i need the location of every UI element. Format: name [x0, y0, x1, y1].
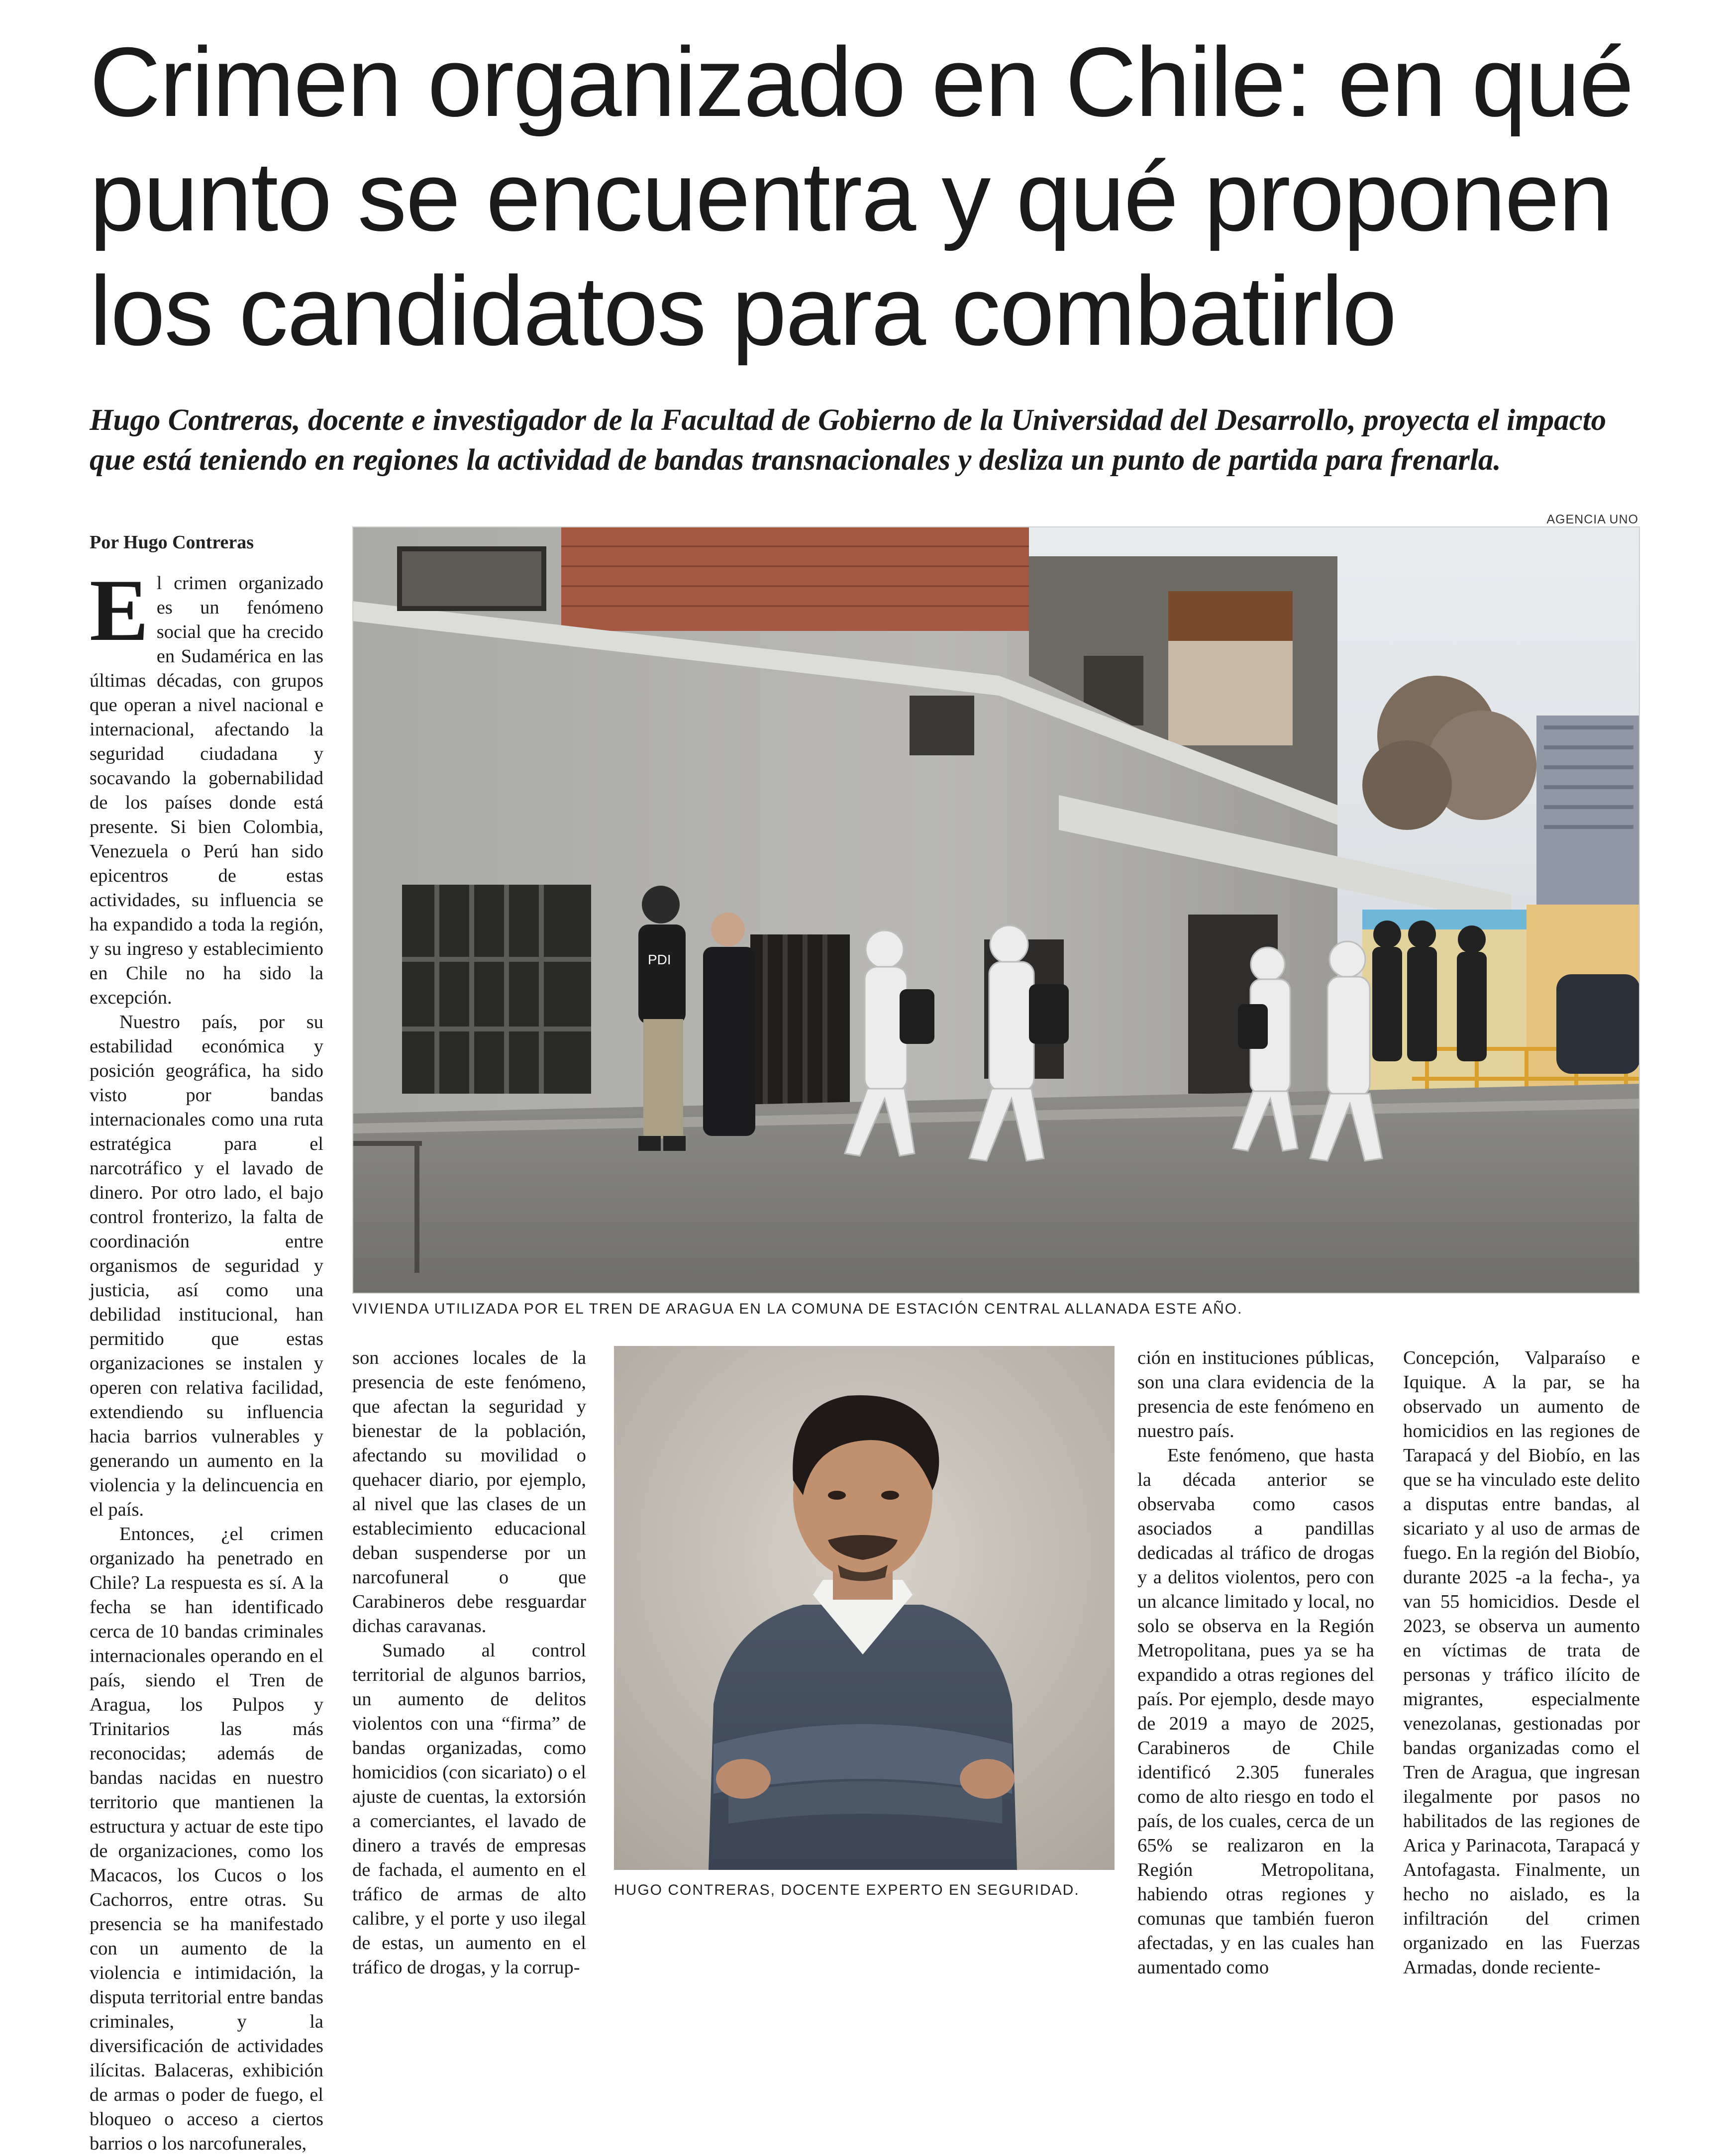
article-paragraph: Entonces, ¿el crimen organizado ha penetrado en Chile? La respuesta es sí. A la fecha se han identificado cerca de 10 bandas criminales internacionales operando en el país, siendo el Tren de Aragua, los Pulpos y Trinitarios las más reconocidas; además de bandas nacidas en nuestro territorio que mantienen la estructura y actuar de este tipo de organizaciones, como los Macacos, los Cucos o los Cachorros, entre otras. Su presencia se ha manifestado con un aumento de la violencia e intimidación, la disputa territorial entre bandas criminales, y la diversificación de actividades ilícitas. Balaceras, exhibición de armas o poder de fuego, el bloqueo o acceso a ciertos barrios o los narcofunerales, — [90, 1524, 323, 2154]
vest-badge: PDI — [648, 952, 671, 967]
lede-line-1: Hugo Contreras, docente e investigador de la Facultad de Gobierno de la Universidad del Desarrollo, proyecta el impacto — [90, 404, 1607, 437]
article-paragraph: Sumado al control territorial de algunos barrios, un aumento de delitos violentos con una “firma” de bandas organizadas, como homicidios (con sicariato) o el ajuste de cuentas, la extorsión a comerciantes, el lavado de dinero a través de empresas de fachada, el aumento en el tráfico de armas de alto calibre, y el porte y uso ilegal de estas, un aumento en el tráfico de drogas, y la corrup- — [352, 1640, 586, 1978]
headline — [90, 25, 1662, 368]
officer-figure — [638, 886, 686, 1151]
lede — [90, 401, 1652, 480]
article-column-3 — [1137, 1346, 1374, 1978]
article-column-2 — [352, 1346, 586, 1978]
headline-line-2: punto se encuentra y qué proponen — [90, 141, 1613, 251]
portrait-photo — [614, 1346, 1115, 1870]
article-paragraph: Este fenómeno, que hasta la década anterior se observaba como casos asociados a pandillas dedicadas al tráfico de drogas y a delitos violentos, pero con un alcance limitado y local, no solo se observa en la Región Metropolitana, pues ya se ha expandido a otras regiones del país. Por ejemplo, desde mayo de 2019 a mayo de 2025, Carabineros de Chile identificó 2.305 funerales como de alto riesgo en todo el país, de los cuales, cerca de un 65% se realizaron en la Región Metropolitana, habiendo otras regiones y comunas que también fueron afectadas, y en las cuales han aumentado como — [1137, 1445, 1374, 1978]
lede-line-2: que está teniendo en regiones la actividad de bandas transnacionales y desliza un punto de partida para frenarla. — [90, 443, 1501, 477]
portrait-illustration — [614, 1346, 1115, 1870]
article-paragraph: Nuestro país, por su estabilidad económica y posición geográfica, ha sido visto por bandas internacionales como una ruta estratégica para el narcotráfico y el lavado de dinero. Por otro lado, el bajo control fronterizo, la falta de coordinación entre organismos de seguridad y justicia, así como una debilidad institucional, han permitido que estas organizaciones se instalen y operen con relativa facilidad, extendiendo su influencia hacia barrios vulnerables y generando un aumento en la violencia y la delincuencia en el país. — [90, 1012, 323, 1520]
article-paragraph: El crimen organizado es un fenómeno social que ha crecido en Sudamérica en las últimas décadas, con grupos que operan a nivel nacional e internacional, afectando la seguridad ciudadana y socavando la gobernabilidad de los países donde está presente. Si bien Colombia, Venezuela o Perú han sido epicentros de estas actividades, su influencia se ha expandido a toda la región, y su ingreso y establecimiento en Chile no ha sido la excepción. — [90, 561, 323, 1008]
photo-caption-1: VIVIENDA UTILIZADA POR EL TREN DE ARAGUA EN LA COMUNA DE ESTACIÓN CENTRAL ALLANADA ESTE AÑO. — [352, 1301, 1243, 1317]
article-paragraph: ción en instituciones públicas, son una clara evidencia de la presencia de este fenómeno en nuestro país. — [1137, 1347, 1374, 1441]
headline-line-1: Crimen organizado en Chile: en qué — [90, 27, 1633, 137]
article-column-1 — [90, 561, 323, 2154]
photo-credit: AGENCIA UNO — [1546, 513, 1638, 526]
raid-house-illustration — [352, 526, 1640, 1294]
drop-cap: E — [90, 561, 149, 659]
headline-line-3: los candidatos para combatirlo — [90, 256, 1396, 366]
raid-house-photo — [352, 526, 1640, 1294]
byline: Por Hugo Contreras — [90, 532, 254, 553]
article-column-4 — [1403, 1346, 1640, 1978]
article-paragraph: son acciones locales de la presencia de este fenómeno, que afectan la seguridad y bienestar de la población, afectando su movilidad o quehacer diario, por ejemplo, al nivel que las clases de un establecimiento educacional deban suspenderse por un narcofuneral o que Carabineros debe resguardar dichas caravanas. — [352, 1347, 586, 1637]
article-paragraph: Concepción, Valparaíso e Iquique. A la par, se ha observado un aumento de homicidios en las regiones de Tarapacá y del Biobío, en las que se ha vinculado este delito a disputas entre bandas, al sicariato y al uso de armas de fuego. En la región del Biobío, durante 2025 -a la fecha-, ya van 55 homicidios. Desde el 2023, se observa un aumento en víctimas de trata de personas y tráfico ilícito de migrantes, especialmente venezolanas, gestionadas por bandas organizadas como el Tren de Aragua, que ingresan ilegalmente por pasos no habilitados de las regiones de Arica y Parinacota, Tarapacá y Antofagasta. Finalmente, un hecho no aislado, es la infiltración del crimen organizado en las Fuerzas Armadas, donde reciente- — [1403, 1347, 1640, 1978]
photo-caption-2: HUGO CONTRERAS, DOCENTE EXPERTO EN SEGURIDAD. — [614, 1882, 1080, 1898]
